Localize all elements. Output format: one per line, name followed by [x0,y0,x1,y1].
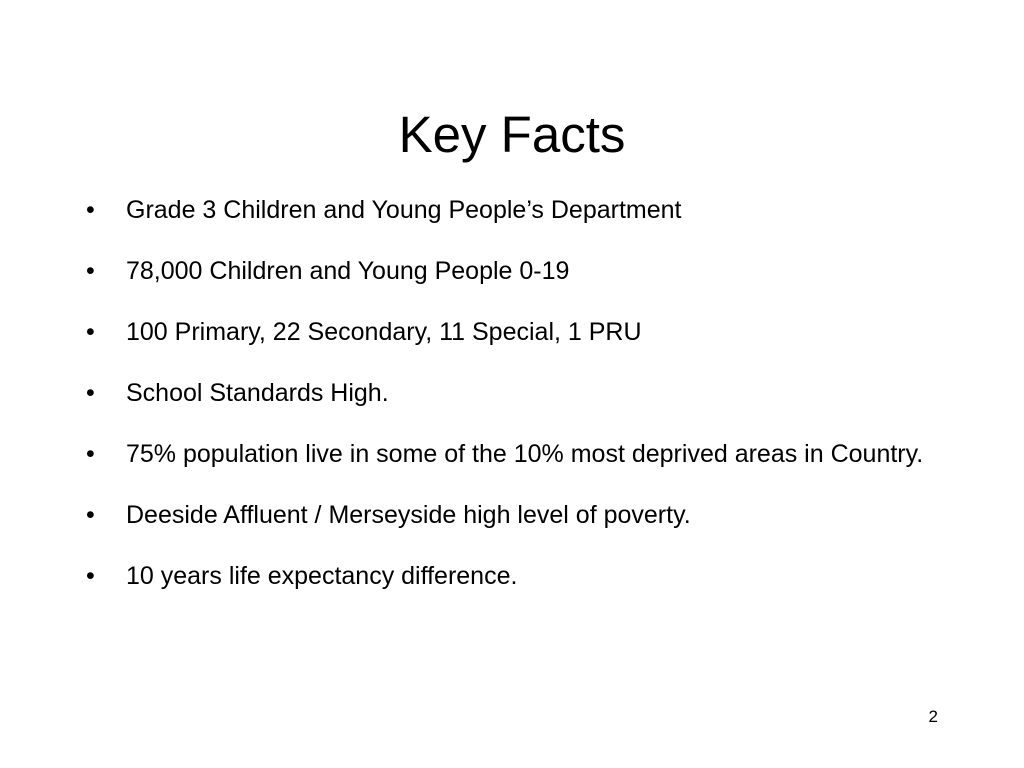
bullet-item [86,562,946,591]
bullet-marker: • [86,257,95,285]
slide-title: Key Facts [398,106,626,163]
bullet-item [86,196,946,225]
bullet-text: 75% population live in some of the 10% most deprived areas in Country. [126,440,924,468]
bullet-item [86,318,946,347]
bullet-text: 10 years life expectancy difference. [126,562,518,590]
bullet-item [86,257,946,286]
bullet-list [86,196,946,623]
bullet-marker: • [86,318,95,346]
bullet-text: Grade 3 Children and Young People’s Department [126,196,682,224]
bullet-marker: • [86,196,95,224]
bullet-text: 78,000 Children and Young People 0-19 [126,257,570,285]
page-number: 2 [928,707,938,726]
bullet-text: 100 Primary, 22 Secondary, 11 Special, 1 PRU [126,318,642,346]
bullet-marker: • [86,562,95,590]
bullet-text: Deeside Affluent / Merseyside high level of poverty. [126,501,691,529]
bullet-item [86,440,946,469]
bullet-marker: • [86,379,95,407]
bullet-marker: • [86,501,95,529]
bullet-marker: • [86,440,95,468]
bullet-item [86,379,946,408]
bullet-item [86,501,946,530]
bullet-text: School Standards High. [126,379,389,407]
